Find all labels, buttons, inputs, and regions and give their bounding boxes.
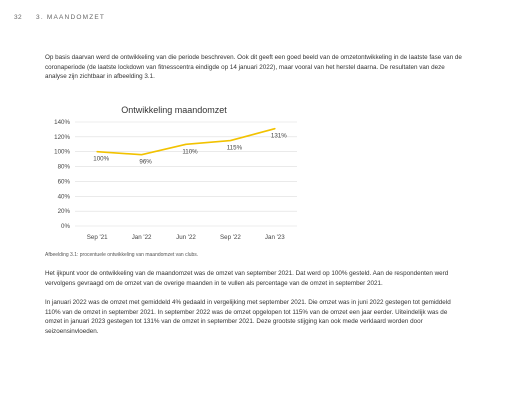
x-tick-label: Sep '22 bbox=[220, 234, 241, 241]
intro-paragraph: Op basis daarvan werd de ontwikkeling van die periode beschreven. Ook dit geeft een goed beeld van de omzetontwikkeling in de laatste fase van de coronaperiode (de laatste lockdown van fitnesscentra eindigde op 14 januari 2022), maar vooral van het herstel daarna. De resultaten van deze analyse zijn zichtbaar in afbeelding 3.1. bbox=[45, 54, 462, 81]
revenue-chart bbox=[45, 102, 303, 247]
y-tick-label: 100% bbox=[54, 148, 70, 156]
y-tick-label: 60% bbox=[57, 178, 70, 186]
y-tick-label: 80% bbox=[57, 163, 70, 171]
x-tick-label: Jun '22 bbox=[176, 234, 196, 241]
page-header bbox=[14, 14, 105, 21]
figure-caption: Afbeelding 3.1: procentuele ontwikkeling van maandomzet van clubs. bbox=[45, 252, 199, 258]
data-label: 96% bbox=[139, 158, 152, 166]
x-tick-label: Jan '22 bbox=[131, 234, 152, 241]
data-label: 110% bbox=[182, 148, 198, 156]
data-label: 115% bbox=[226, 144, 243, 152]
x-tick-label: Jan '23 bbox=[264, 234, 285, 241]
x-tick-label: Sep '21 bbox=[86, 234, 108, 241]
y-tick-label: 0% bbox=[61, 223, 70, 230]
data-label: 131% bbox=[270, 132, 287, 140]
y-tick-label: 140% bbox=[54, 119, 70, 126]
chapter-title: 3. MAANDOMZET bbox=[36, 14, 106, 21]
chart-svg bbox=[45, 102, 303, 247]
results-paragraph: In januari 2022 was de omzet met gemiddeld 4% gedaald in vergelijking met september 2021. Die omzet was in juni 2022 gestegen tot gemiddeld 110% van de omzet in september 2021. In september 2022 was de omzet opgelopen tot 115% van de omzet een jaar eerder. Uiteindelijk was de omzet in januari 2023 gestegen tot 131% van de omzet in september 2021. Deze grootste stijging kan ook mede verklaard worden door seizoensinvloeden. bbox=[45, 299, 451, 335]
y-tick-label: 40% bbox=[57, 193, 70, 201]
y-tick-label: 120% bbox=[54, 133, 70, 141]
page-number: 32 bbox=[14, 14, 23, 21]
data-label: 100% bbox=[93, 155, 110, 163]
y-tick-label: 20% bbox=[57, 208, 70, 216]
chart-title: Ontwikkeling maandomzet bbox=[121, 105, 227, 115]
benchmark-paragraph: Het ijkpunt voor de ontwikkeling van de maandomzet was de omzet van september 2021. Dat werd op 100% gesteld. Aan de respondenten werd vervolgens gevraagd om de omzet van de overige maanden in te vullen als percentage van de omzet in september 2021. bbox=[45, 270, 449, 287]
